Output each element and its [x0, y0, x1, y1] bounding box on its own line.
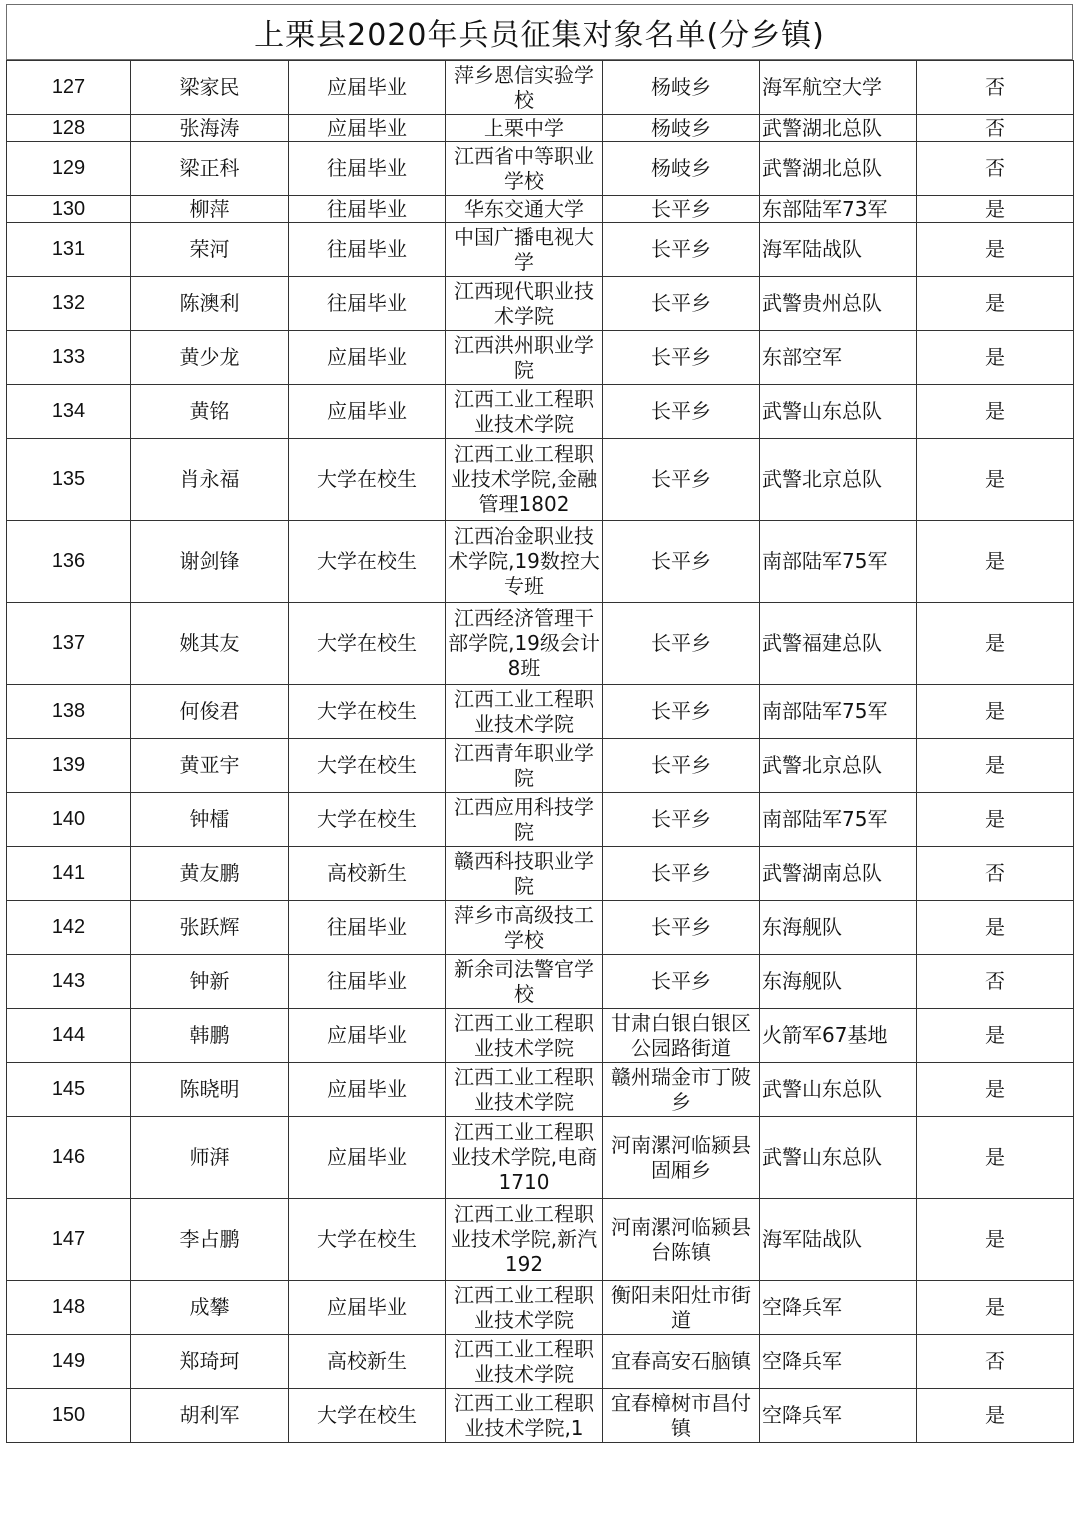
cell-school: 江西应用科技学院	[446, 793, 603, 847]
cell-status: 应届毕业	[289, 1009, 446, 1063]
cell-school: 江西工业工程职业技术学院	[446, 1335, 603, 1389]
cell-school: 萍乡市高级技工学校	[446, 901, 603, 955]
cell-unit: 武警贵州总队	[760, 277, 917, 331]
table-row	[7, 1389, 1074, 1443]
cell-flag: 是	[917, 1281, 1074, 1335]
table-body	[7, 61, 1074, 1443]
cell-unit: 火箭军67基地	[760, 1009, 917, 1063]
cell-id: 145	[7, 1063, 131, 1117]
cell-town: 河南漯河临颍县台陈镇	[603, 1199, 760, 1281]
cell-id: 146	[7, 1117, 131, 1199]
cell-flag: 否	[917, 115, 1074, 142]
cell-flag: 是	[917, 223, 1074, 277]
cell-id: 138	[7, 685, 131, 739]
cell-status: 往届毕业	[289, 277, 446, 331]
cell-school: 江西工业工程职业技术学院	[446, 685, 603, 739]
cell-flag: 否	[917, 847, 1074, 901]
cell-town: 长平乡	[603, 223, 760, 277]
cell-school: 新余司法警官学校	[446, 955, 603, 1009]
table-row	[7, 1281, 1074, 1335]
cell-id: 132	[7, 277, 131, 331]
spreadsheet	[6, 4, 1073, 1443]
cell-id: 150	[7, 1389, 131, 1443]
cell-unit: 东海舰队	[760, 901, 917, 955]
table-row	[7, 739, 1074, 793]
cell-unit: 武警北京总队	[760, 739, 917, 793]
cell-unit: 东海舰队	[760, 955, 917, 1009]
cell-unit: 海军陆战队	[760, 1199, 917, 1281]
cell-flag: 是	[917, 1063, 1074, 1117]
cell-school: 江西工业工程职业技术学院	[446, 1009, 603, 1063]
cell-status: 大学在校生	[289, 1389, 446, 1443]
cell-town: 杨岐乡	[603, 61, 760, 115]
cell-id: 127	[7, 61, 131, 115]
cell-unit: 空降兵军	[760, 1281, 917, 1335]
table-row	[7, 521, 1074, 603]
table-row	[7, 1117, 1074, 1199]
table-row	[7, 1199, 1074, 1281]
cell-unit: 南部陆军75军	[760, 685, 917, 739]
cell-town: 长平乡	[603, 739, 760, 793]
table-row	[7, 331, 1074, 385]
cell-unit: 武警湖北总队	[760, 115, 917, 142]
cell-name: 黄友鹏	[131, 847, 289, 901]
cell-school: 江西冶金职业技术学院,19数控大专班	[446, 521, 603, 603]
table-row	[7, 385, 1074, 439]
cell-flag: 是	[917, 793, 1074, 847]
cell-school: 中国广播电视大学	[446, 223, 603, 277]
recruit-table	[6, 60, 1074, 1443]
cell-town: 长平乡	[603, 901, 760, 955]
cell-name: 梁家民	[131, 61, 289, 115]
table-row	[7, 196, 1074, 223]
cell-town: 赣州瑞金市丁陂乡	[603, 1063, 760, 1117]
cell-school: 江西青年职业学院	[446, 739, 603, 793]
cell-id: 137	[7, 603, 131, 685]
cell-status: 应届毕业	[289, 331, 446, 385]
cell-status: 往届毕业	[289, 901, 446, 955]
cell-school: 江西洪州职业学院	[446, 331, 603, 385]
cell-name: 师湃	[131, 1117, 289, 1199]
cell-unit: 武警湖南总队	[760, 847, 917, 901]
cell-status: 大学在校生	[289, 603, 446, 685]
cell-id: 148	[7, 1281, 131, 1335]
cell-school: 赣西科技职业学院	[446, 847, 603, 901]
title-cell	[6, 4, 1073, 60]
cell-unit: 武警山东总队	[760, 1117, 917, 1199]
cell-town: 甘肃白银白银区公园路街道	[603, 1009, 760, 1063]
cell-name: 何俊君	[131, 685, 289, 739]
cell-flag: 是	[917, 1199, 1074, 1281]
cell-town: 长平乡	[603, 439, 760, 521]
cell-unit: 海军航空大学	[760, 61, 917, 115]
cell-flag: 是	[917, 521, 1074, 603]
page-title: 上栗县2020年兵员征集对象名单(分乡镇)	[254, 18, 825, 53]
cell-id: 142	[7, 901, 131, 955]
cell-status: 大学在校生	[289, 1199, 446, 1281]
cell-status: 往届毕业	[289, 142, 446, 196]
cell-id: 135	[7, 439, 131, 521]
cell-name: 黄少龙	[131, 331, 289, 385]
cell-status: 大学在校生	[289, 685, 446, 739]
cell-name: 张海涛	[131, 115, 289, 142]
cell-status: 往届毕业	[289, 955, 446, 1009]
cell-school: 江西工业工程职业技术学院,1	[446, 1389, 603, 1443]
cell-flag: 是	[917, 739, 1074, 793]
cell-unit: 东部空军	[760, 331, 917, 385]
cell-id: 134	[7, 385, 131, 439]
cell-name: 荣河	[131, 223, 289, 277]
cell-id: 140	[7, 793, 131, 847]
table-row	[7, 277, 1074, 331]
cell-name: 谢剑锋	[131, 521, 289, 603]
cell-flag: 是	[917, 685, 1074, 739]
cell-status: 大学在校生	[289, 521, 446, 603]
cell-id: 144	[7, 1009, 131, 1063]
cell-town: 宜春高安石脑镇	[603, 1335, 760, 1389]
table-row	[7, 1335, 1074, 1389]
cell-school: 江西工业工程职业技术学院	[446, 1063, 603, 1117]
cell-flag: 是	[917, 901, 1074, 955]
cell-name: 钟檑	[131, 793, 289, 847]
cell-name: 姚其友	[131, 603, 289, 685]
cell-id: 131	[7, 223, 131, 277]
cell-id: 143	[7, 955, 131, 1009]
cell-id: 129	[7, 142, 131, 196]
cell-status: 应届毕业	[289, 61, 446, 115]
cell-id: 130	[7, 196, 131, 223]
cell-name: 胡利军	[131, 1389, 289, 1443]
cell-status: 应届毕业	[289, 1281, 446, 1335]
cell-flag: 是	[917, 331, 1074, 385]
table-row	[7, 901, 1074, 955]
cell-town: 长平乡	[603, 277, 760, 331]
cell-flag: 是	[917, 1117, 1074, 1199]
cell-name: 柳萍	[131, 196, 289, 223]
cell-town: 杨岐乡	[603, 142, 760, 196]
cell-unit: 空降兵军	[760, 1389, 917, 1443]
cell-status: 高校新生	[289, 1335, 446, 1389]
cell-name: 陈晓明	[131, 1063, 289, 1117]
cell-unit: 武警北京总队	[760, 439, 917, 521]
table-row	[7, 955, 1074, 1009]
cell-town: 衡阳耒阳灶市街道	[603, 1281, 760, 1335]
cell-school: 江西工业工程职业技术学院,金融管理1802	[446, 439, 603, 521]
cell-status: 大学在校生	[289, 739, 446, 793]
cell-flag: 是	[917, 277, 1074, 331]
table-row	[7, 1063, 1074, 1117]
cell-flag: 是	[917, 196, 1074, 223]
cell-status: 应届毕业	[289, 1063, 446, 1117]
cell-town: 河南漯河临颍县固厢乡	[603, 1117, 760, 1199]
table-row	[7, 685, 1074, 739]
table-row	[7, 439, 1074, 521]
cell-town: 长平乡	[603, 793, 760, 847]
cell-school: 江西工业工程职业技术学院	[446, 385, 603, 439]
cell-status: 大学在校生	[289, 439, 446, 521]
cell-id: 139	[7, 739, 131, 793]
cell-status: 往届毕业	[289, 196, 446, 223]
cell-flag: 是	[917, 1009, 1074, 1063]
cell-town: 长平乡	[603, 685, 760, 739]
cell-name: 黄铭	[131, 385, 289, 439]
table-row	[7, 847, 1074, 901]
cell-school: 江西工业工程职业技术学院,电商1710	[446, 1117, 603, 1199]
cell-town: 长平乡	[603, 603, 760, 685]
cell-name: 黄亚宇	[131, 739, 289, 793]
cell-town: 长平乡	[603, 521, 760, 603]
cell-school: 江西工业工程职业技术学院	[446, 1281, 603, 1335]
cell-town: 长平乡	[603, 331, 760, 385]
table-row	[7, 115, 1074, 142]
cell-name: 李占鹏	[131, 1199, 289, 1281]
cell-town: 宜春樟树市昌付镇	[603, 1389, 760, 1443]
cell-status: 往届毕业	[289, 223, 446, 277]
cell-name: 梁正科	[131, 142, 289, 196]
cell-unit: 武警山东总队	[760, 385, 917, 439]
cell-id: 133	[7, 331, 131, 385]
cell-flag: 是	[917, 1389, 1074, 1443]
cell-name: 成攀	[131, 1281, 289, 1335]
cell-id: 128	[7, 115, 131, 142]
cell-flag: 否	[917, 142, 1074, 196]
cell-town: 长平乡	[603, 196, 760, 223]
cell-id: 141	[7, 847, 131, 901]
cell-flag: 是	[917, 439, 1074, 521]
cell-school: 江西工业工程职业技术学院,新汽192	[446, 1199, 603, 1281]
cell-school: 江西经济管理干部学院,19级会计8班	[446, 603, 603, 685]
cell-unit: 武警山东总队	[760, 1063, 917, 1117]
table-row	[7, 223, 1074, 277]
cell-flag: 否	[917, 61, 1074, 115]
cell-school: 江西省中等职业学校	[446, 142, 603, 196]
table-row	[7, 142, 1074, 196]
cell-name: 肖永福	[131, 439, 289, 521]
cell-unit: 南部陆军75军	[760, 793, 917, 847]
cell-school: 江西现代职业技术学院	[446, 277, 603, 331]
cell-flag: 否	[917, 1335, 1074, 1389]
cell-town: 长平乡	[603, 955, 760, 1009]
cell-name: 韩鹏	[131, 1009, 289, 1063]
cell-town: 长平乡	[603, 847, 760, 901]
cell-flag: 是	[917, 385, 1074, 439]
table-row	[7, 1009, 1074, 1063]
cell-name: 张跃辉	[131, 901, 289, 955]
cell-id: 136	[7, 521, 131, 603]
cell-status: 应届毕业	[289, 385, 446, 439]
cell-town: 长平乡	[603, 385, 760, 439]
cell-name: 郑琦珂	[131, 1335, 289, 1389]
table-row	[7, 793, 1074, 847]
cell-status: 应届毕业	[289, 1117, 446, 1199]
cell-school: 华东交通大学	[446, 196, 603, 223]
cell-school: 上栗中学	[446, 115, 603, 142]
cell-flag: 否	[917, 955, 1074, 1009]
cell-unit: 空降兵军	[760, 1335, 917, 1389]
table-row	[7, 603, 1074, 685]
cell-status: 大学在校生	[289, 793, 446, 847]
cell-unit: 南部陆军75军	[760, 521, 917, 603]
cell-name: 钟新	[131, 955, 289, 1009]
cell-status: 高校新生	[289, 847, 446, 901]
cell-unit: 海军陆战队	[760, 223, 917, 277]
cell-unit: 东部陆军73军	[760, 196, 917, 223]
cell-unit: 武警湖北总队	[760, 142, 917, 196]
cell-id: 147	[7, 1199, 131, 1281]
table-row	[7, 61, 1074, 115]
cell-id: 149	[7, 1335, 131, 1389]
cell-status: 应届毕业	[289, 115, 446, 142]
cell-school: 萍乡恩信实验学校	[446, 61, 603, 115]
cell-flag: 是	[917, 603, 1074, 685]
cell-town: 杨岐乡	[603, 115, 760, 142]
cell-unit: 武警福建总队	[760, 603, 917, 685]
cell-name: 陈澳利	[131, 277, 289, 331]
